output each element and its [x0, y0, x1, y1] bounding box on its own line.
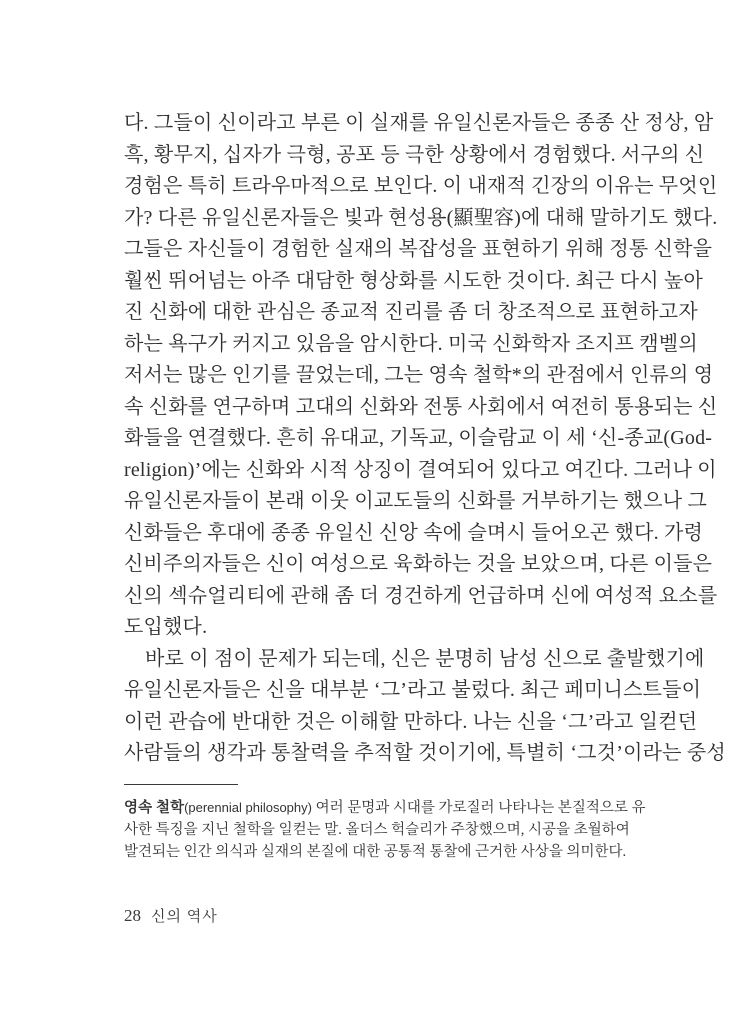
footnote-line — [124, 797, 646, 819]
book-title: 신의 역사 — [151, 909, 218, 925]
page-footer — [124, 905, 218, 926]
body-line: 가? 다른 유일신론자들은 빛과 현성용(顯聖容)에 대해 말하기도 했다. — [124, 206, 718, 229]
body-text-block — [124, 108, 726, 770]
body-line: 흑, 황무지, 십자가 극형, 공포 등 극한 상황에서 경험했다. 서구의 신 — [124, 143, 705, 166]
body-line: 유일신론자들은 신을 대부분 ‘그’라고 불렀다. 최근 페미니스트들이 — [124, 679, 702, 701]
body-line-paragraph-end: 도입했다. — [124, 616, 208, 638]
body-line: 신의 섹슈얼리티에 관해 좀 더 경건하게 언급하며 신에 여성적 요소를 — [124, 584, 718, 607]
footnote-line: 발견되는 인간 의식과 실재의 본질에 대한 공통적 통찰에 근거한 사상을 의미한다. — [124, 844, 627, 860]
body-line: 다. 그들이 신이라고 부른 이 실재를 유일신론자들은 종종 산 정상, 암 — [124, 112, 714, 134]
body-line: 그들은 자신들이 경험한 실재의 복잡성을 표현하기 위해 정통 신학을 — [124, 238, 713, 260]
body-line: 경험은 특히 트라우마적으로 보인다. 이 내재적 긴장의 이유는 무엇인 — [124, 175, 718, 197]
footnote-term-latin: (perennial philosophy) — [184, 800, 312, 815]
body-line: 신화들은 후대에 종종 유일신 신앙 속에 슬며시 들어오곤 했다. 가령 — [124, 521, 704, 544]
body-line: 사람들의 생각과 통찰력을 추적할 것이기에, 특별히 ‘그것’이라는 중성 — [124, 742, 726, 764]
body-line: 하는 욕구가 커지고 있음을 암시한다. 미국 신화학자 조지프 캠벨의 — [124, 332, 698, 355]
footnote-text: 여러 문명과 시대를 가로질러 나타나는 본질적으로 유 — [311, 800, 646, 816]
body-line: 진 신화에 대한 관심은 종교적 진리를 좀 더 창조적으로 표현하고자 — [124, 301, 698, 323]
body-line: 화들을 연결했다. 흔히 유대교, 기독교, 이슬람교 이 세 ‘신-종교(God- — [124, 427, 713, 449]
body-line: 이런 관습에 반대한 것은 이해할 만하다. 나는 신을 ‘그’라고 일컫던 — [124, 710, 698, 733]
body-line: 훨씬 뛰어넘는 아주 대담한 형상화를 시도한 것이다. 최근 다시 높아 — [124, 269, 704, 292]
body-line-paragraph-start: 바로 이 점이 문제가 되는데, 신은 분명히 남성 신으로 출발했기에 — [145, 647, 705, 670]
footnote-line: 사한 특징을 지닌 철학을 일컫는 말. 올더스 헉슬리가 주창했으며, 시공을 초월하여 — [124, 822, 630, 838]
page-number: 28 — [124, 906, 141, 925]
body-line: 신비주의자들은 신이 여성으로 육화하는 것을 보았으며, 다른 이들은 — [124, 553, 713, 575]
body-line: religion)’에는 신화와 시적 상징이 결여되어 있다고 여긴다. 그러나 이 — [124, 458, 717, 481]
footnote-block — [124, 784, 646, 863]
footnote-divider — [124, 784, 238, 785]
body-line: 유일신론자들이 본래 이웃 이교도들의 신화를 거부하기는 했으나 그 — [124, 490, 707, 512]
footnote-term: 영속 철학 — [124, 800, 185, 816]
body-line: 속 신화를 연구하며 고대의 신화와 전통 사회에서 여전히 통용되는 신 — [124, 395, 718, 418]
body-line: 저서는 많은 인기를 끌었는데, 그는 영속 철학*의 관점에서 인류의 영 — [124, 364, 714, 386]
